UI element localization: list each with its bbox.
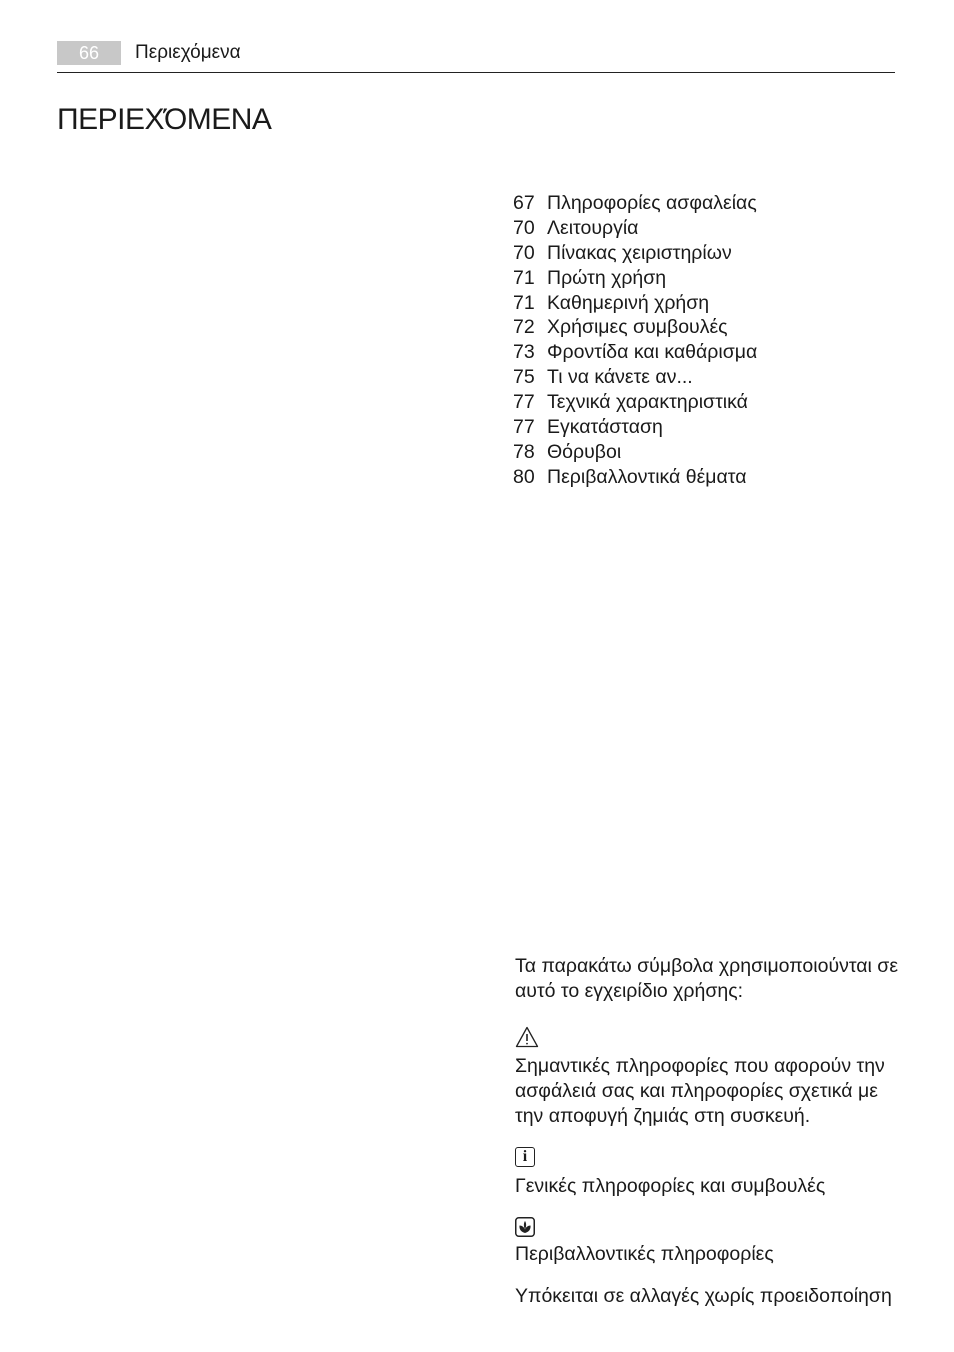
- symbols-intro: Τα παρακάτω σύμβολα χρησιμοποιούνται σε αυτό το εγχειρίδιο χρήσης:: [515, 955, 899, 1002]
- page-header: [57, 41, 895, 73]
- toc-label: Λειτουργία: [547, 216, 639, 239]
- toc-label: Πίνακας χειριστηρίων: [547, 241, 732, 264]
- toc-label: Καθημερινή χρήση: [547, 291, 710, 314]
- toc-label: Εγκατάσταση: [547, 416, 663, 439]
- toc-page-number: 77: [513, 391, 535, 414]
- page-number: 66: [57, 41, 121, 65]
- header-title: Περιεχόμενα: [135, 42, 241, 63]
- toc-item[interactable]: [513, 340, 757, 365]
- toc-page-number: 67: [513, 192, 535, 214]
- change-notice: Υπόκειται σε αλλαγές χωρίς προειδοποίηση: [515, 1285, 892, 1307]
- toc-item[interactable]: [513, 365, 757, 390]
- toc-item[interactable]: [513, 465, 757, 490]
- toc-item[interactable]: [513, 440, 757, 465]
- table-of-contents: [513, 191, 757, 490]
- toc-label: Θόρυβοι: [547, 440, 622, 463]
- toc-page-number: 78: [513, 440, 535, 463]
- toc-item[interactable]: [513, 241, 757, 266]
- toc-label: Πρώτη χρήση: [547, 266, 667, 289]
- page-title: ΠΕΡΙΕΧΌΜΕΝΑ: [57, 103, 272, 136]
- toc-page-number: 71: [513, 266, 535, 289]
- toc-page-number: 73: [513, 341, 535, 364]
- info-icon: i: [515, 1147, 535, 1167]
- toc-item[interactable]: [513, 216, 757, 241]
- toc-item[interactable]: [513, 315, 757, 340]
- environment-description: Περιβαλλοντικές πληροφορίες: [515, 1243, 774, 1265]
- toc-label: Τι να κάνετε αν...: [547, 366, 693, 389]
- toc-item[interactable]: [513, 191, 757, 216]
- toc-page-number: 72: [513, 316, 535, 339]
- toc-item[interactable]: [513, 415, 757, 440]
- toc-item[interactable]: [513, 291, 757, 316]
- warning-description: Σημαντικές πληροφορίες που αφορούν την ασφάλειά σας και πληροφορίες σχετικά με την αποφυγή ζημιάς στη συσκευή.: [515, 1055, 885, 1127]
- toc-page-number: 70: [513, 241, 535, 264]
- toc-label: Φροντίδα και καθάρισμα: [547, 341, 758, 364]
- toc-page-number: 71: [513, 291, 535, 314]
- toc-label: Πληροφορίες ασφαλείας: [547, 192, 757, 214]
- warning-icon: [515, 1026, 539, 1048]
- toc-page-number: 80: [513, 465, 535, 488]
- toc-page-number: 75: [513, 366, 535, 389]
- toc-label: Περιβαλλοντικά θέματα: [547, 465, 747, 488]
- toc-label: Χρήσιμες συμβουλές: [547, 316, 728, 339]
- toc-item[interactable]: [513, 390, 757, 415]
- environment-icon: [515, 1217, 535, 1237]
- toc-label: Τεχνικά χαρακτηριστικά: [547, 391, 748, 414]
- info-description: Γενικές πληροφορίες και συμβουλές: [515, 1175, 826, 1197]
- toc-page-number: 70: [513, 216, 535, 239]
- toc-item[interactable]: [513, 266, 757, 291]
- toc-page-number: 77: [513, 416, 535, 439]
